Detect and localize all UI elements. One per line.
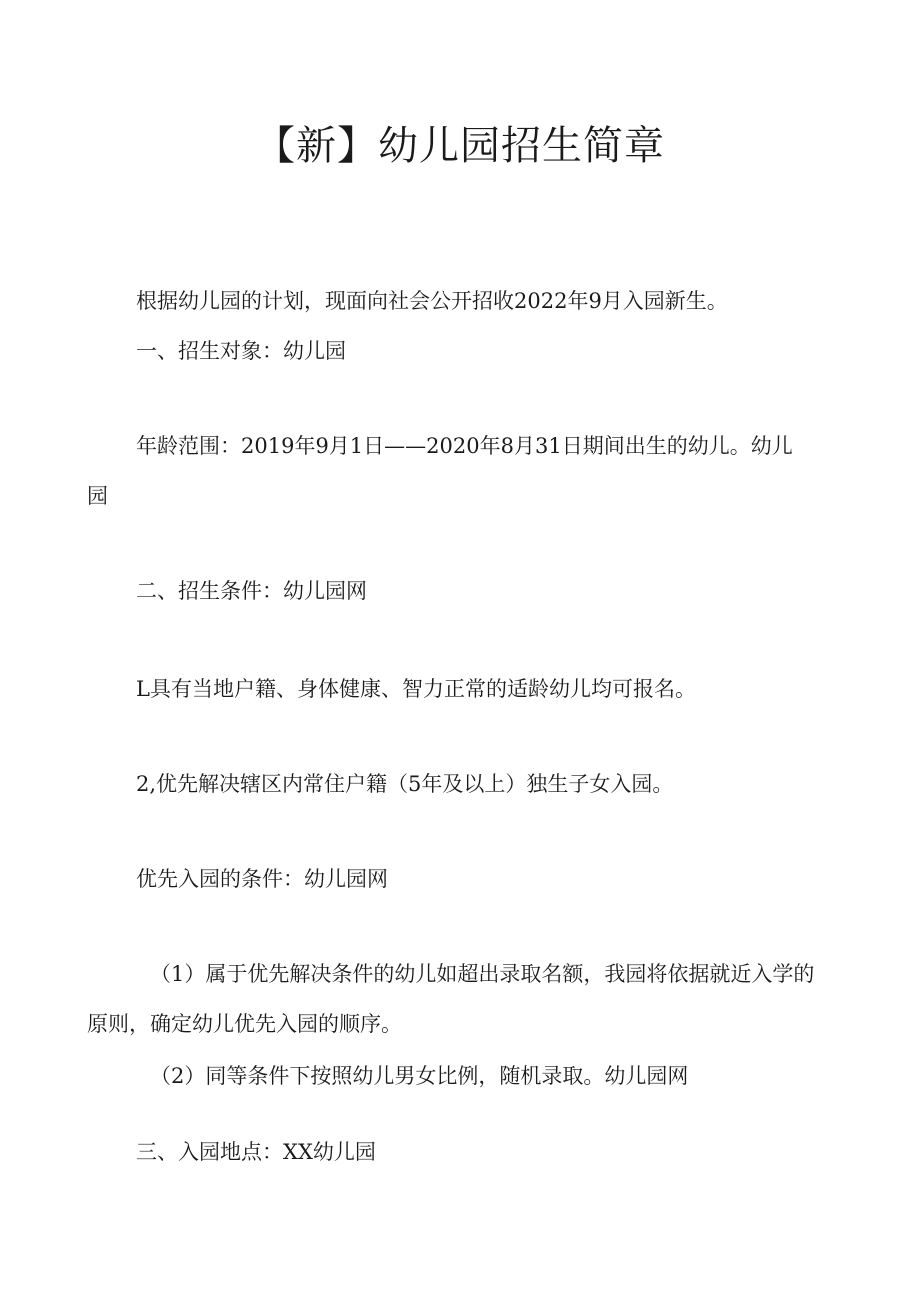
priority-1-line-1: （1）属于优先解决条件的幼儿如超出录取名额，我园将依据就近入学的 xyxy=(150,962,815,986)
priority-1-line-2: 原则，确定幼儿优先入园的顺序。 xyxy=(87,1012,402,1036)
section-2-heading: 二、招生条件：幼儿园网 xyxy=(136,579,367,603)
age-range-line-2: 园 xyxy=(87,484,108,508)
condition-2: 2,优先解决辖区内常住户籍（5年及以上）独生子女入园。 xyxy=(136,772,674,796)
priority-heading: 优先入园的条件：幼儿园网 xyxy=(136,867,388,891)
age-range-line-1: 年龄范围：2019年9月1日——2020年8月31日期间出生的幼儿。幼儿 xyxy=(136,434,793,458)
section-1-heading: 一、招生对象：幼儿园 xyxy=(136,339,346,363)
condition-1: L具有当地户籍、身体健康、智力正常的适龄幼儿均可报名。 xyxy=(136,677,696,701)
intro-paragraph: 根据幼儿园的计划，现面向社会公开招收2022年9月入园新生。 xyxy=(136,289,728,313)
section-3-heading: 三、入园地点：XX幼儿园 xyxy=(136,1140,376,1164)
priority-2: （2）同等条件下按照幼儿男女比例，随机录取。幼儿园网 xyxy=(150,1064,689,1088)
document-title: 【新】幼儿园招生简章 xyxy=(255,123,665,169)
